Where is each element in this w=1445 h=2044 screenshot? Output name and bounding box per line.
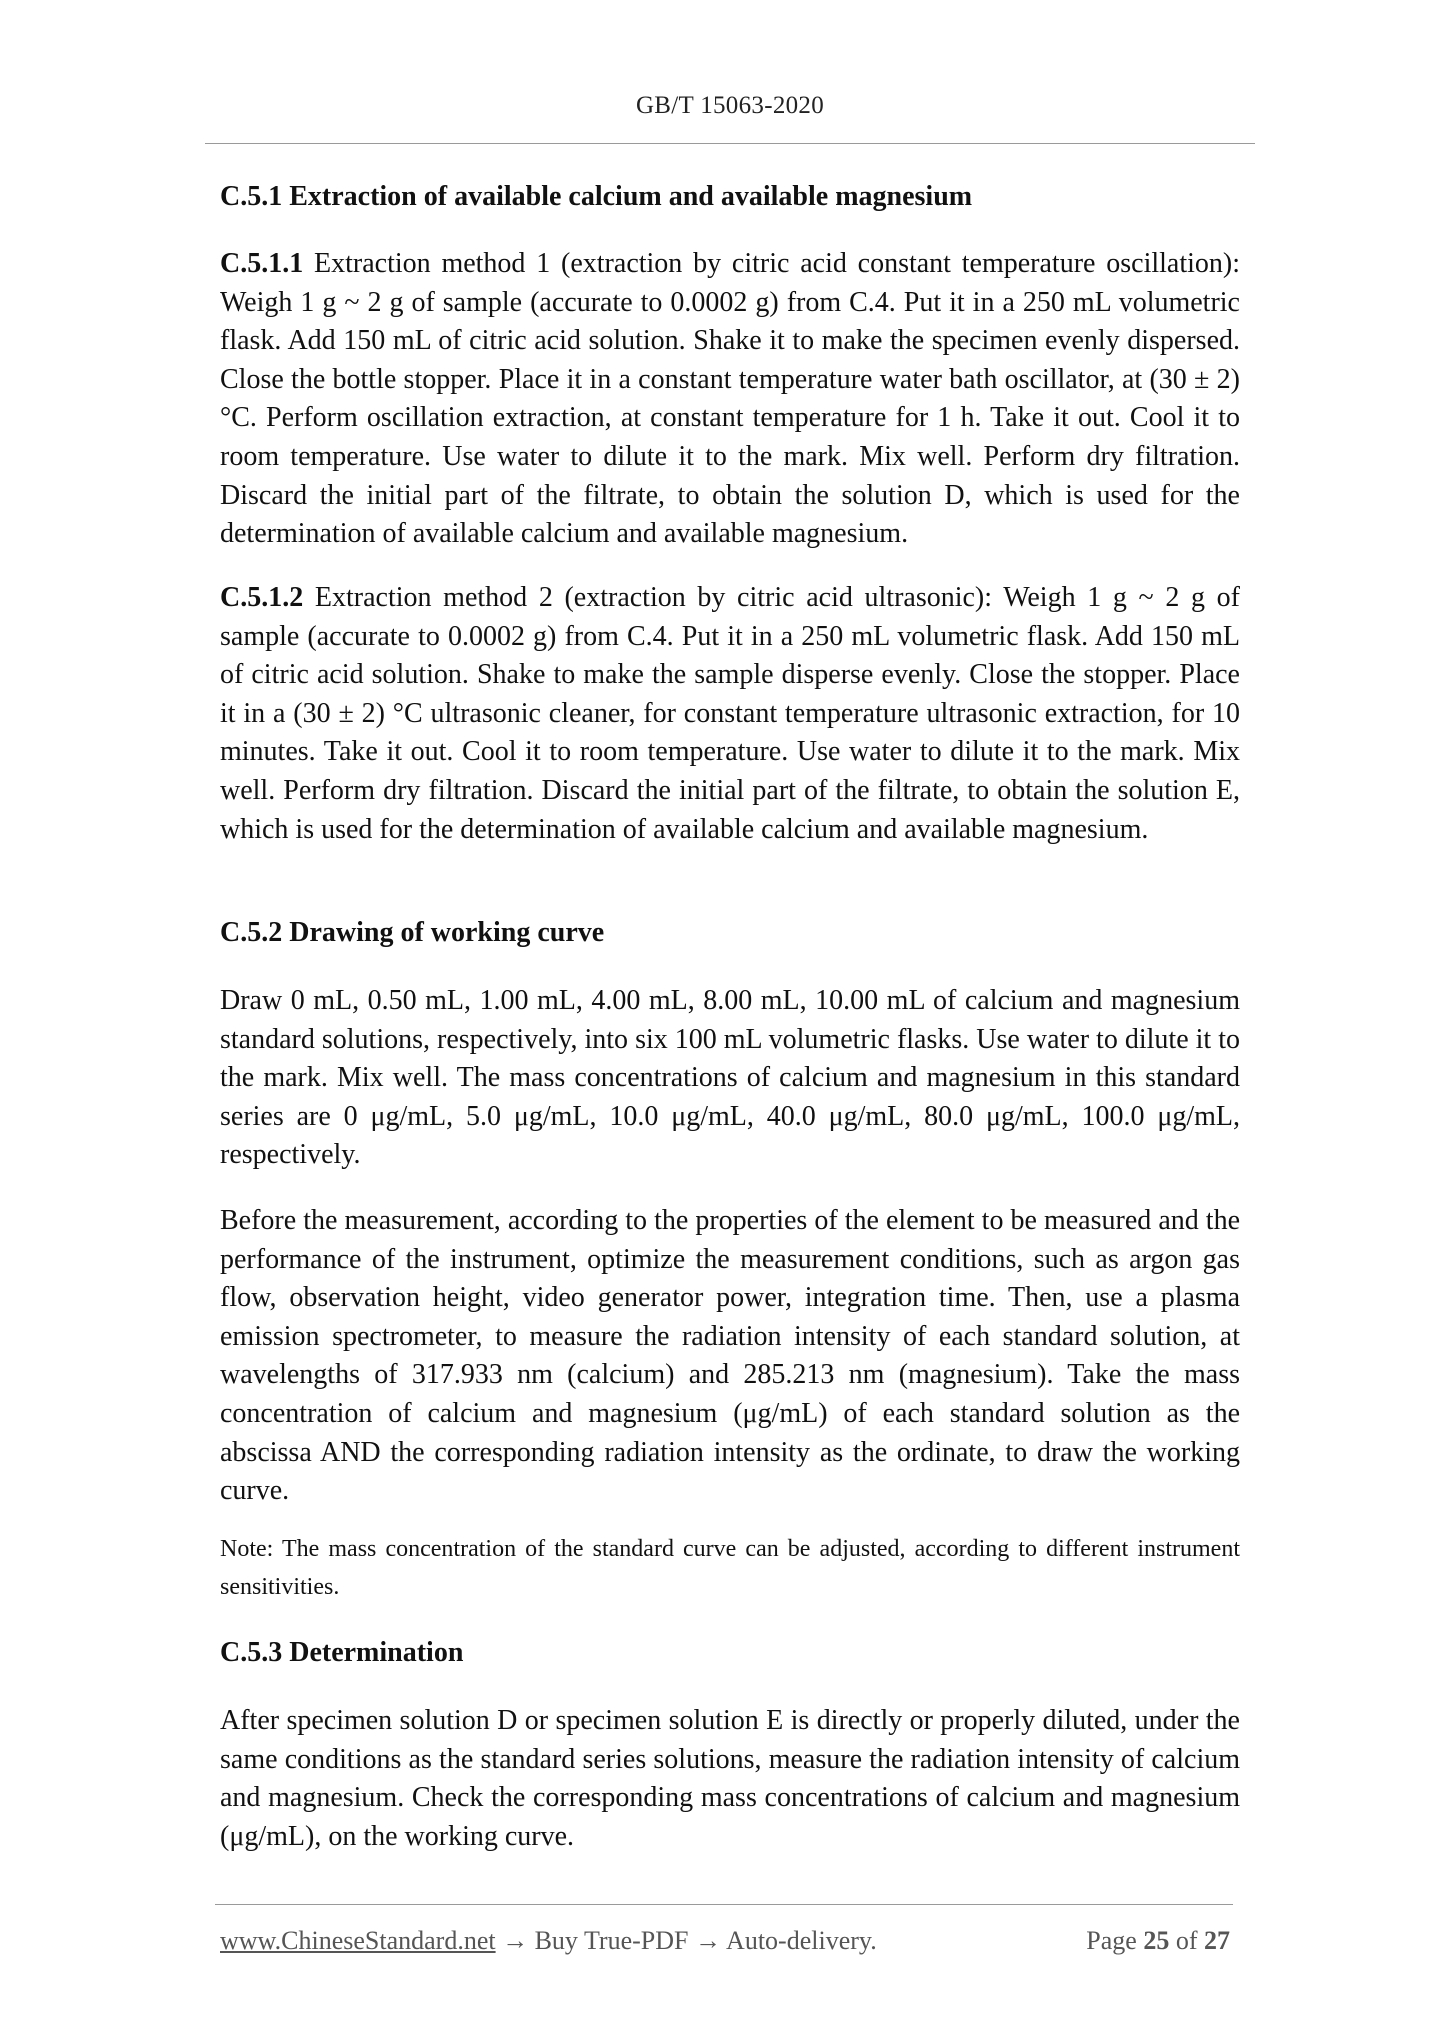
page-current: 25 [1143, 1926, 1170, 1955]
footer-divider [215, 1904, 1233, 1905]
section-heading-c52: C.5.2 Drawing of working curve [220, 917, 605, 948]
footer-promo-text: → Buy True-PDF → Auto-delivery. [495, 1926, 877, 1955]
clause-label-c511: C.5.1.1 [220, 248, 304, 279]
clause-label-c512: C.5.1.2 [220, 582, 304, 613]
paragraph-c53: After specimen solution D or specimen solution E is directly or properly diluted, under the same conditions as the standard series solutions, measure the radiation intensity of calcium and magnesium. Check the corresponding mass concentrations of calcium and magnesium (μg/mL), on the working curve. [220, 1705, 1240, 1852]
page-number [1086, 1926, 1230, 1956]
clause-text-c511: Extraction method 1 (extraction by citric acid constant temperature oscillation): Weigh 1 g ~ 2 g of sample (accurate to 0.0002 g) from C.4. Put it in a 250 mL volumetric flask. Add 150 mL of citric acid solution. Shake it to make the specimen evenly dispersed. Close the bottle stopper. Place it in a constant temperature water bath oscillator, at (30 ± 2) °C. Perform oscillation extraction, at constant temperature for 1 h. Take it out. Cool it to room temperature. Use water to dilute it to the mark. Mix well. Perform dry filtration. Discard the initial part of the filtrate, to obtain the solution D, which is used for the determination of available calcium and available magnesium. [220, 248, 1240, 550]
page-word: Page [1086, 1926, 1137, 1955]
section-heading-c51: C.5.1 Extraction of available calcium and available magnesium [220, 181, 973, 212]
paragraph-c512 [220, 579, 1240, 849]
page-total: 27 [1204, 1926, 1230, 1955]
paragraph-c52-standard-series: Draw 0 mL, 0.50 mL, 1.00 mL, 4.00 mL, 8.00 mL, 10.00 mL of calcium and magnesium standard solutions, respectively, into six 100 mL volumetric flasks. Use water to dilute it to the mark. Mix well. The mass concentrations of calcium and magnesium in this standard series are 0 μg/mL, 5.0 μg/mL, 10.0 μg/mL, 40.0 μg/mL, 80.0 μg/mL, 100.0 μg/mL, respectively. [220, 985, 1240, 1171]
page-footer [220, 1926, 1230, 1956]
paragraph-c511 [220, 245, 1240, 554]
of-word: of [1175, 1926, 1198, 1955]
section-heading-c53: C.5.3 Determination [220, 1637, 464, 1668]
note-c52: Note: The mass concentration of the standard curve can be adjusted, according to different instrument sensitivities. [220, 1536, 1240, 1600]
header-divider [205, 143, 1255, 144]
document-header-standard-id: GB/T 15063-2020 [635, 92, 825, 119]
paragraph-c52-measurement: Before the measurement, according to the properties of the element to be measured and the performance of the instrument, optimize the measurement conditions, such as argon gas flow, observation height, video generator power, integration time. Then, use a plasma emission spectrometer, to measure the radiation intensity of each standard solution, at wavelengths of 317.933 nm (calcium) and 285.213 nm (magnesium). Take the mass concentration of calcium and magnesium (μg/mL) of each standard solution as the abscissa AND the corresponding radiation intensity as the ordinate, to draw the working curve. [220, 1205, 1240, 1507]
clause-text-c512: Extraction method 2 (extraction by citric acid ultrasonic): Weigh 1 g ~ 2 g of sample (accurate to 0.0002 g) from C.4. Put it in a 250 mL volumetric flask. Add 150 mL of citric acid solution. Shake to make the sample disperse evenly. Close the stopper. Place it in a (30 ± 2) °C ultrasonic cleaner, for constant temperature ultrasonic extraction, for 10 minutes. Take it out. Cool it to room temperature. Use water to dilute it to the mark. Mix well. Perform dry filtration. Discard the initial part of the filtrate, to obtain the solution E, which is used for the determination of available calcium and available magnesium. [220, 582, 1240, 845]
footer-website-link[interactable]: www.ChineseStandard.net [220, 1926, 496, 1955]
